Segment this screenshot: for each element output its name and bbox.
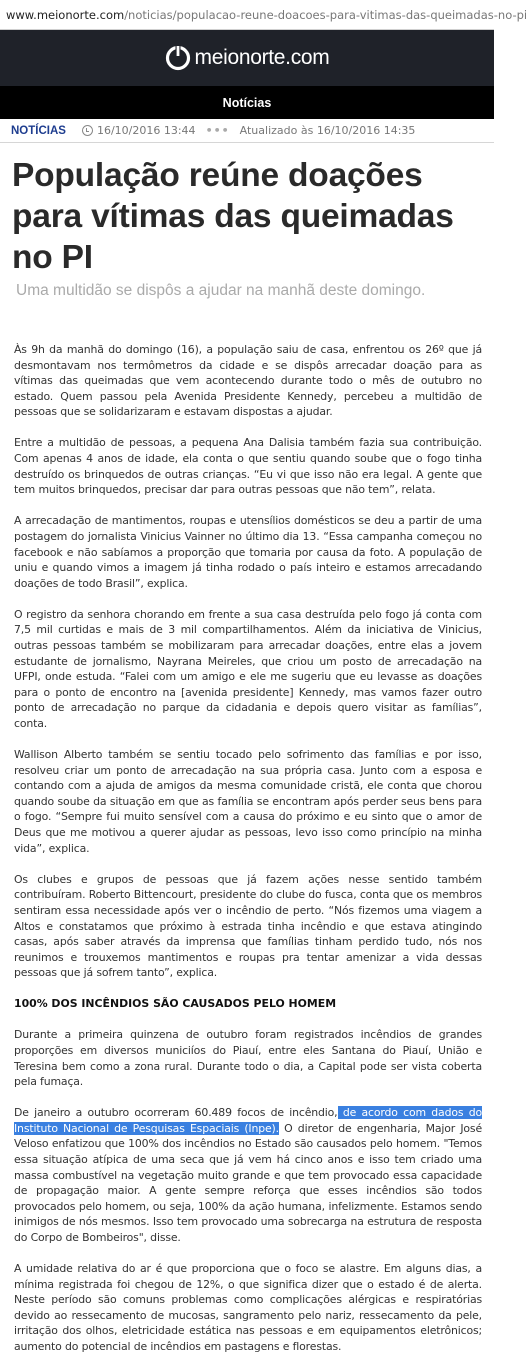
article-subtitle: Uma multidão se dispôs a ajudar na manhã deste domingo.	[16, 282, 426, 299]
paragraph-2: Entre a multidão de pessoas, a pequena Ana Dalisia também fazia sua contribuição. Com apenas 4 anos de idade, ela conta o que sentiu quando soube que o fogo tinha destruído os brinquedos de outras crianças. “Eu vi que isso não era legal. A gente que tem muitos brinquedos, precisar dar para outras pessoas que não tem”, relata.	[14, 436, 482, 497]
updated-date: Atualizado às 16/10/2016 14:35	[239, 124, 416, 137]
paragraph-7: Durante a primeira quinzena de outubro foram registrados incêndios de grandes proporções em diversos municiíos do Piauí, entre eles Santana do Piauí, União e Teresina bem como a zona rural. Durante todo o dia, a Capital pode ser vista coberta pela fumaça.	[14, 1028, 482, 1089]
address-url[interactable]	[6, 8, 527, 22]
article-body	[0, 318, 494, 1355]
paragraph-6: Os clubes e grupos de pessoas que já fazem ações nesse sentido também contribuíram. Roberto Bittencourt, presidente do clube do fusca, conta que os membros sentiram essa necessidade após ver o incêndio de perto. “Nós fizemos uma viagem a Altos e constatamos que próximo à estrada tinha incêndio e que estava atingindo casas, após saber através da imprensa que famílias tinham perdido tudo, nós nos reunimos e trouxemos mantimentos e roupas pra tentar amenizar a vida dessas pessoas que já sofrem tanto”, explica.	[14, 872, 482, 980]
paragraph-9: A umidade relativa do ar é que proporciona que o foco se alastre. Em alguns dias, a mínima registrada foi chegou de 12%, o que significa dizer que o estado é de alerta. Neste período são comuns problemas como complicações alérgicas e respiratórias devido ao ressecamento de mucosas, sangramento pelo nariz, ressecamento da pele, irritação dos olhos, eletricidade estática nas pessoas e em equipamentos eletrônicos; aumento do potencial de incêndios em pastagens e florestas.	[14, 1262, 482, 1354]
dots-icon: •••	[205, 124, 230, 137]
logo-text: meionorte.com	[194, 46, 330, 69]
site-header	[0, 30, 494, 86]
page-title: População reúne doações para vítimas das queimadas no PI	[12, 157, 454, 276]
article-meta	[0, 119, 494, 143]
paragraph-8-end: O diretor de engenharia, Major José Veloso enfatizou que 100% dos incêndios no Estado são causados pelo homem. "Temos essa situação atípica de uma seca que já vem há cinco anos e isso tem criado uma massa combustível na vegetação muito grande e que tem provocado essa capacidade de propagação maior. A gente sempre reforça que esses incêndios são todos provocados pelo homem, ou seja, 100% da ação humana, infelizmente. Estamos sendo inimigos de nós mesmos. Isso tem provocado uma sobrecarga na estrutura de resposta do Corpo de Bombeiros", disse.	[14, 1121, 482, 1244]
paragraph-1: Às 9h da manhã do domingo (16), a população saiu de casa, enfrentou os 26º que já desmontavam nos termômetros da cidade e se dispôs arrecadar doação para as vítimas das queimadas que vem acontecendo durante todo o mês de outubro no estado. Quem passou pela Avenida Presidente Kennedy, percebeu a multidão de pessoas que se solidarizaram e estavam dispostas a ajudar.	[14, 343, 482, 419]
paragraph-8	[14, 1105, 482, 1245]
site-logo[interactable]	[165, 45, 330, 71]
paragraph-3: A arrecadação de mantimentos, roupas e utensílios domésticos se deu a partir de uma postagem do jornalista Vinicius Vainner no último dia 13. “Essa campanha começou no facebook e não sabíamos a proporção que tomaria por causa da foto. A população de uniu e quando vimos a imagem já tinha rodado o país inteiro e estamos arrecadando doações de todo Brasil”, explica.	[14, 514, 482, 590]
paragraph-8-start: De janeiro a outubro ocorreram 60.489 focos de incêndio,	[14, 1106, 338, 1120]
section-label[interactable]: NOTÍCIAS	[11, 124, 66, 137]
section-nav	[0, 86, 494, 119]
logo-circle-icon	[165, 45, 191, 71]
url-path: /noticias/populacao-reune-doacoes-para-vitimas-das-queimadas-no-pi	[124, 7, 527, 22]
section-heading: 100% DOS INCÊNDIOS SÃO CAUSADOS PELO HOMEM	[14, 997, 337, 1011]
paragraph-5: Wallison Alberto também se sentiu tocado pelo sofrimento das famílias e por isso, resolveu criar um ponto de arrecadação na sua própria casa. Junto com a esposa e contando com a ajuda de amigos da mesma comunidade cristã, ele conta que chorou quando soube da situação em que as família se encontram após perder seus bens para o fogo. “Sempre fui muito sensível com a causa do próximo e eu sinto que o amor de Deus que me motivou a querer ajudar as pessoas, levo isso como princípio na minha vida”, explica.	[14, 748, 482, 855]
clock-icon	[82, 125, 93, 136]
nav-noticias[interactable]: Notícias	[222, 95, 272, 110]
address-bar[interactable]	[0, 0, 527, 30]
url-host: www.meionorte.com	[6, 7, 125, 22]
published-date: 16/10/2016 13:44	[96, 124, 196, 137]
selected-text[interactable]: de acordo com dados do Instituto Nacional de Pesquisas Espaciais (Inpe).	[14, 1106, 482, 1135]
paragraph-4: O registro da senhora chorando em frente a sua casa destruída pelo fogo já conta com 7,5 mil curtidas e mais de 3 mil compartilhamentos. Além da iniciativa de Vinicius, outras pessoas também se mobilizaram para arrecadar doações, entre elas a jovem estudante de jornalismo, Nayrana Meireles, que criou um posto de arrecadação na UFPI, onde estuda. “Falei com um amigo e ele me sugeriu que eu levasse as doações para o ponto de encontro na [avenida presidente] Kennedy, mas vamos fazer outro ponto de arrecadação no parque da cidadania e depois quero visitar as famílias”, conta.	[14, 607, 482, 730]
